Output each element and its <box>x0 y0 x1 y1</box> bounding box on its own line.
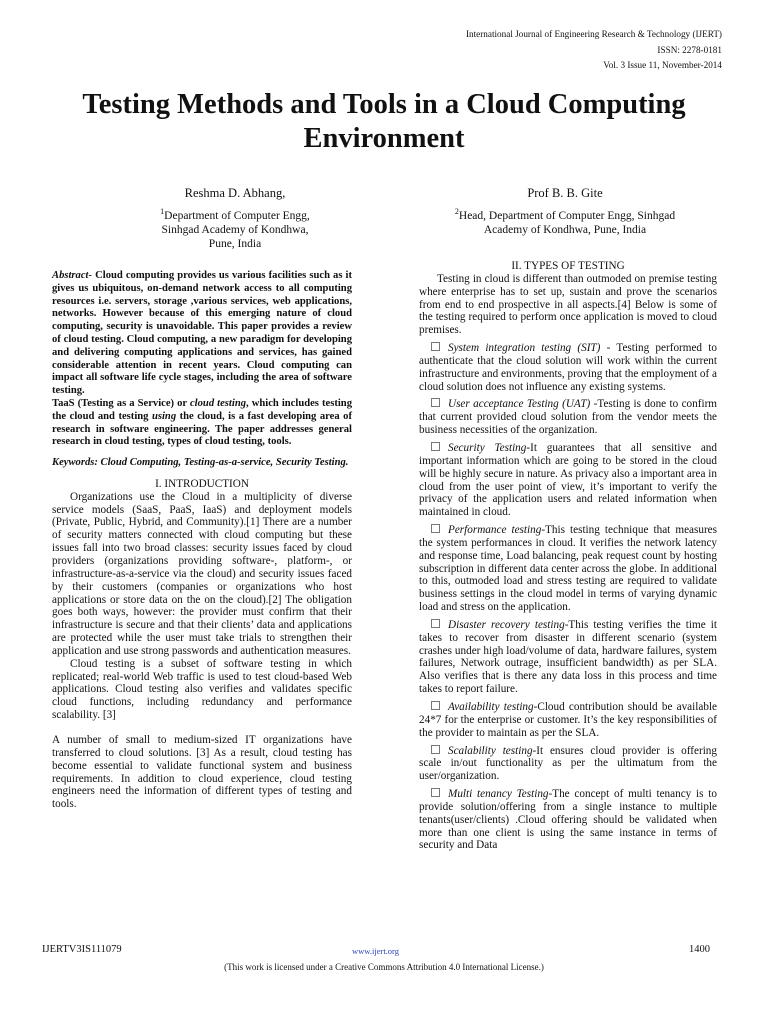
checkbox-bullet-icon <box>431 342 440 351</box>
list-item-term: Scalability testing <box>448 744 533 757</box>
author-2 <box>395 186 735 237</box>
checkbox-bullet-icon <box>431 442 440 451</box>
author-2-affil-line1: Head, Department of Computer Engg, Sinhgad <box>458 209 676 222</box>
list-item <box>419 788 717 852</box>
checkbox-bullet-icon <box>431 788 440 797</box>
paper-title: Testing Methods and Tools in a Cloud Computing Environment <box>82 89 686 154</box>
checkbox-bullet-icon <box>431 619 440 628</box>
list-item <box>419 342 717 393</box>
author-1-sup: 1 <box>160 207 165 216</box>
journal-name: International Journal of Engineering Research & Technology (IJERT) <box>465 29 722 39</box>
abstract-taas-b: cloud testing <box>189 397 247 409</box>
journal-issue: Vol. 3 Issue 11, November-2014 <box>603 60 722 70</box>
abstract-taas-c: , which includes testing the cloud and testing <box>52 397 352 422</box>
list-item-term: Multi tenancy Testing <box>448 788 549 801</box>
author-1 <box>90 186 380 251</box>
list-item-text: -Cloud contribution should be available 24*7 for the enterprise or customer. It’s the key responsibilities of the provider to maintain as per the SLA. <box>419 701 717 739</box>
list-item-text: -This testing verifies the time it takes to recover from disaster in different scenario (system crashes under high load/volume of data, hardware failures, system failures, Network outrage, insufficient bandwidth) as per SLA. Also verifies that is there any data loss in this process and time takes to report failure. <box>419 618 717 696</box>
author-2-affil-line2: Academy of Kondhwa, Pune, India <box>483 223 647 236</box>
list-item <box>419 701 717 740</box>
list-item <box>419 619 717 696</box>
author-2-sup: 2 <box>454 207 459 216</box>
abstract-lead: Abstract- <box>52 270 93 281</box>
list-item <box>419 398 717 437</box>
list-item-term: Performance testing <box>448 524 542 537</box>
section-heading-types: II. TYPES OF TESTING <box>511 260 625 272</box>
abstract-taas-d: using <box>151 410 177 422</box>
list-item-text: -Testing is done to confirm that current provided cloud solution from the vendor meets the business necessities of the organization. <box>419 398 718 437</box>
list-item-text: - Testing performed to authenticate that the cloud solution will work within the current infrastructure and environments, proving that the employment of a cloud solution does not influence any existing systems. <box>419 342 717 393</box>
list-item-term: System integration testing (SIT) <box>448 342 601 355</box>
checkbox-bullet-icon <box>431 398 440 407</box>
author-2-name: Prof B. B. Gite <box>527 186 603 200</box>
author-1-name: Reshma D. Abhang, <box>184 186 286 200</box>
section-heading-introduction: I. INTRODUCTION <box>155 477 249 490</box>
intro-paragraph-3: A number of small to medium-sized IT organizations have transferred to cloud solutions. [3] As a result, cloud testing has become essential to validate functional system and business requirements. In addition to cloud experience, cloud testing engineers need the information of different types of testing and tools. <box>52 733 352 811</box>
list-item-text: -It guarantees that all sensitive and important information which are going to be stored in the cloud will be highly secure in nature. As privacy also a important area in cloud from the user point of view, it’s important to verify the privacy of the application users and related information when maintained in cloud. <box>419 441 717 519</box>
list-item-term: User acceptance Testing (UAT) <box>448 398 591 411</box>
right-column <box>419 260 717 852</box>
list-item-text: -It ensures cloud provider is offering scale in/out functionality as per the ultimatum from the user/organization. <box>419 744 717 783</box>
list-item-term: Availability testing <box>448 701 534 713</box>
abstract <box>52 270 352 449</box>
checkbox-bullet-icon <box>431 745 440 754</box>
journal-header <box>466 27 722 74</box>
author-1-affil-line1: Department of Computer Engg, <box>164 209 310 222</box>
list-item-term: Security Testing <box>448 441 527 454</box>
abstract-taas-a: TaaS (Testing as a Service) or <box>52 397 190 409</box>
author-1-affil-line3: Pune, India <box>208 237 262 250</box>
intro-paragraph-2: Cloud testing is a subset of software testing in which replicated; real-world Web traffic is used to test cloud-based Web applications. Cloud testing also verifies and validates specific cloud functions, including redundancy and performance scalability. [3] <box>52 657 352 722</box>
author-1-affil-line2: Sinhgad Academy of Kondhwa, <box>161 223 309 236</box>
abstract-body: Cloud computing provides us various facilities such as it gives us ubiquitous, on-demand network access to all computing resources i.e. servers, storage ,various services, web applications, networks. However because of this emerging nature of cloud computing, security is unavoidable. This paper provides a review of cloud testing. Cloud computing, a new paradigm for developing and delivering computing applications and services, has gained considerable attention in recent years. Cloud computing can impact all software life cycle stages, including the area of software testing. <box>52 270 352 397</box>
footer-license: (This work is licensed under a Creative Commons Attribution 4.0 International License.) <box>224 962 544 972</box>
intro-paragraph-1: Organizations use the Cloud in a multiplicity of diverse service models (SaaS, PaaS, IaaS) and deployment models (Private, Public, Hybrid, and Community).[1] There are a number of security matters connected with cloud computing but these issues fall into two broad classes: security issues faced by cloud providers (organizations providing software-, platform-, or infrastructure-as-a-service via the cloud) and security issues faced by their customers (companies or organizations who host applications or store data on the on the cloud).[2] The obligation goes both ways, however: the provider must confirm that their infrastructure is secure and that their clients’ data and applications are protected while the user must take trials to strengthen their application and use strong passwords and authentication measures. <box>52 490 352 657</box>
list-item <box>419 442 717 519</box>
abstract-taas-e: the cloud, is a fast developing area of research in software engineering. The paper addresses general research in cloud testing, types of cloud testing, tools. <box>52 410 352 448</box>
checkbox-bullet-icon <box>431 701 440 710</box>
list-item-text: -This testing technique that measures the system performances in cloud. It verifies the network latency and response time, Load balancing, peak request count by hosting subscription in different data center across the globe. In additional to this, outmoded load and stress testing are required to validate business settings in the cloud model in terms of varying dynamic load and stress on the application. <box>419 524 717 614</box>
checkbox-bullet-icon <box>431 524 440 533</box>
list-item-term: Disaster recovery testing <box>448 618 565 631</box>
list-item <box>419 524 717 614</box>
list-item <box>419 745 717 784</box>
types-intro: Testing in cloud is different than outmoded on premise testing where enterprise has to set up, sustain and prove the scenarios from end to end prospective in all aspects.[4] Below is some of the testing required to perform once application is moved to cloud premises. <box>419 272 717 337</box>
journal-issn: ISSN: 2278-0181 <box>657 44 722 55</box>
list-item-text: -The concept of multi tenancy is to provide solution/offering from a single instance to multiple tenants(user/clients) .Cloud offering should be validated when more than one client is using the same instance in terms of security and Data <box>419 788 717 852</box>
left-column <box>52 270 352 811</box>
footer-page-number: 1400 <box>689 944 710 955</box>
footer-url-link[interactable]: www.ijert.org <box>352 946 399 956</box>
keywords: Keywords: Cloud Computing, Testing-as-a-service, Security Testing. <box>52 457 349 469</box>
footer-paper-id: IJERTV3IS111079 <box>42 944 122 955</box>
